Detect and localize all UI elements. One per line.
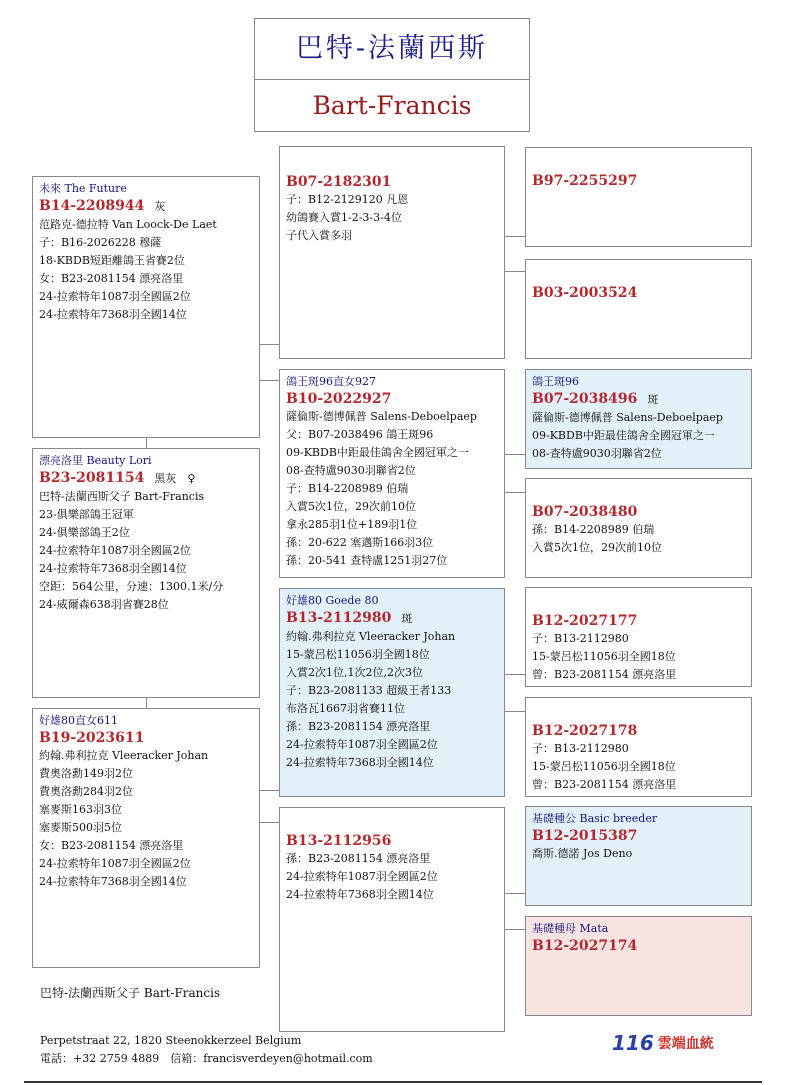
pedigree-card-gen3-1 [525,147,752,247]
info-line: 入賞2次1位,1次2位,2次3位 [286,666,423,679]
ring-number: B12-2027178 [532,723,638,739]
card-header: 未來 The Future [39,182,127,195]
card-header: 鴿王斑96直女927 [286,375,376,388]
info-line: 子：B12-2129120 凡恩 [286,193,409,206]
info-line: 塞麥斯163羽3位 [39,803,122,816]
phone-email: 電話：+32 2759 4889 信箱：francisverdeyen@hotmail.com [40,1052,373,1065]
logo-number: 116 [612,1031,654,1055]
connector-line [146,438,147,448]
brand-logo [612,1030,722,1056]
info-line: 女：B23-2081154 漂亮洛里 [39,272,184,285]
ring-number: B07-2038496 [532,391,638,407]
info-line: 子：B13-2112980 [532,632,629,645]
info-line: 布洛瓦1667羽省賽11位 [286,702,405,715]
ring-number: B97-2255297 [532,173,638,189]
info-line: 約翰.弗利拉克 Vleeracker Johan [39,749,209,762]
card-header: 漂亮洛里 Beauty Lori [39,454,152,467]
info-line: 24-拉索特年1087羽全國區2位 [39,290,191,303]
info-line: 15-蒙呂松11056羽全國18位 [532,650,676,663]
info-line: 拿永285羽1位+189羽1位 [286,518,418,531]
info-line: 24-拉索特年7368羽全國14位 [39,562,187,575]
info-line: 巴特-法蘭西斯父子 Bart-Francis [39,490,205,503]
info-line: 子：B14-2208989 伯瑞 [286,482,409,495]
info-line: 空距：564公里，分速：1300.1米/分 [39,580,224,593]
info-line: 孫：B14-2208989 伯瑞 [532,523,655,536]
logo-text: 雲端血統 [657,1036,714,1052]
pedigree-card-gen3-5 [525,587,752,687]
info-line: 09-KBDB中距最佳鴿舍全國冠軍之一 [286,446,469,459]
ring-number: B13-2112956 [286,833,392,849]
info-line: 24-拉索特年1087羽全國區2位 [286,870,438,883]
info-line: 子：B23-2081133 超級王者133 [286,684,452,697]
pedigree-card-gen3-2 [525,259,752,359]
pedigree-card-gen3-4 [525,478,752,578]
ring-number: B07-2182301 [286,174,392,190]
info-line: 薩倫斯-德博佩普 Salens-Deboelpaep [286,410,477,423]
connector-line [505,929,525,930]
ring-number: B19-2023611 [39,730,145,746]
connector-line [505,492,525,493]
ring-number: B03-2003524 [532,285,638,301]
info-line: 子：B16-2026228 穆薩 [39,236,162,249]
info-line: 入賞5次1位，29次前10位 [532,541,662,554]
info-line: 塞麥斯500羽5位 [39,821,122,834]
info-line: 24-拉索特年1087羽全國區2位 [39,857,191,870]
info-line: 孫：B23-2081154 漂亮洛里 [286,720,431,733]
info-line: 23-俱樂部鴿王冠軍 [39,508,134,521]
pedigree-card-gen2-2 [279,369,505,578]
pedigree-card-subject [32,448,260,698]
ring-number: B13-2112980 [286,610,392,626]
pedigree-card-gen3-3 [525,369,752,469]
info-line: 子代入賞多羽 [286,229,352,242]
pedigree-card-gen3-7 [525,806,752,906]
card-header: 基礎種母 Mata [532,922,609,935]
connector-line [505,236,525,237]
ring-number: B10-2022927 [286,391,392,407]
info-line: 24-拉索特年7368羽全國14位 [39,308,187,321]
ring-number: B12-2027174 [532,938,638,954]
ring-number: B12-2015387 [532,828,638,844]
ring-number: B12-2027177 [532,613,638,629]
info-line: 范路克-德拉特 Van Loock-De Laet [39,218,217,231]
pigeon-color: 灰 [154,200,166,213]
connector-line [505,454,525,455]
ring-number: B23-2081154 [39,470,145,486]
pedigree-card-gen2-1 [279,146,505,359]
pedigree-card-dam [32,708,260,968]
address: Perpetstraat 22, 1820 Steenokkerzeel Belgium [40,1034,302,1047]
pedigree-title [254,18,530,132]
info-line: 孫：B23-2081154 漂亮洛里 [286,852,431,865]
info-line: 24-拉索特年7368羽全國14位 [286,756,434,769]
connector-line [260,344,279,345]
info-line: 女：B23-2081154 漂亮洛里 [39,839,184,852]
info-line: 喬斯.德諾 Jos Deno [532,847,633,860]
pigeon-color: 斑 [401,612,413,625]
pedigree-card-gen2-3 [279,588,505,797]
info-line: 24-俱樂部鴿王2位 [39,526,130,539]
pedigree-card-sire [32,176,260,438]
info-line: 曾：B23-2081154 漂亮洛里 [532,668,677,681]
card-header: 好雄80 Goede 80 [286,594,379,607]
info-line: 08-查特盧9030羽聯省2位 [532,447,662,460]
connector-line [260,790,279,791]
pigeon-color: 斑 [647,393,659,406]
info-line: 24-威爾森638羽省賽28位 [39,598,169,611]
connector-line [146,698,147,708]
title-english: Bart-Francis [312,91,472,120]
card-header: 好雄80直女611 [39,714,118,727]
connector-line [505,711,525,712]
connector-line [260,380,279,381]
footer-contact [40,1032,373,1068]
connector-line [505,893,525,894]
card-header: 鴿王斑96 [532,375,579,388]
title-chinese: 巴特-法蘭西斯 [255,19,529,80]
ring-number: B14-2208944 [39,198,145,214]
info-line: 24-拉索特年7368羽全國14位 [39,875,187,888]
connector-line [260,822,279,823]
info-line: 費奧洛勳284羽2位 [39,785,133,798]
connector-line [505,271,525,272]
info-line: 孫：20-622 塞邁斯166羽3位 [286,536,434,549]
info-line: 18-KBDB短距離鴿王省賽2位 [39,254,185,267]
info-line: 24-拉索特年1087羽全國區2位 [39,544,191,557]
info-line: 15-蒙呂松11056羽全國18位 [532,760,676,773]
info-line: 幼鴿賽入賞1-2-3-3-4位 [286,211,402,224]
info-line: 子：B13-2112980 [532,742,629,755]
info-line: 費奧洛勳149羽2位 [39,767,133,780]
card-header: 基礎種公 Basic breeder [532,812,658,825]
pedigree-card-gen3-6 [525,697,752,797]
info-line: 父：B07-2038496 鴿王斑96 [286,428,434,441]
info-line: 09-KBDB中距最佳鴿舍全國冠軍之一 [532,429,715,442]
owner-name: 巴特-法蘭西斯父子 Bart-Francis [40,986,221,1000]
ring-number: B07-2038480 [532,504,638,520]
info-line: 15-蒙呂松11056羽全國18位 [286,648,430,661]
info-line: 孫：20-541 查特盧1251羽27位 [286,554,448,567]
connector-line [505,674,525,675]
info-line: 薩倫斯-德博佩普 Salens-Deboelpaep [532,411,723,424]
info-line: 24-拉索特年1087羽全國區2位 [286,738,438,751]
info-line: 曾：B23-2081154 漂亮洛里 [532,778,677,791]
pedigree-card-gen3-8 [525,916,752,1016]
pedigree-card-gen2-4 [279,807,505,1032]
footer-divider [24,1081,762,1083]
info-line: 24-拉索特年7368羽全國14位 [286,888,434,901]
info-line: 08-查特盧9030羽聯省2位 [286,464,416,477]
pigeon-color: 黑灰 ♀ [154,472,196,485]
info-line: 約翰.弗利拉克 Vleeracker Johan [286,630,456,643]
info-line: 入賞5次1位，29次前10位 [286,500,416,513]
